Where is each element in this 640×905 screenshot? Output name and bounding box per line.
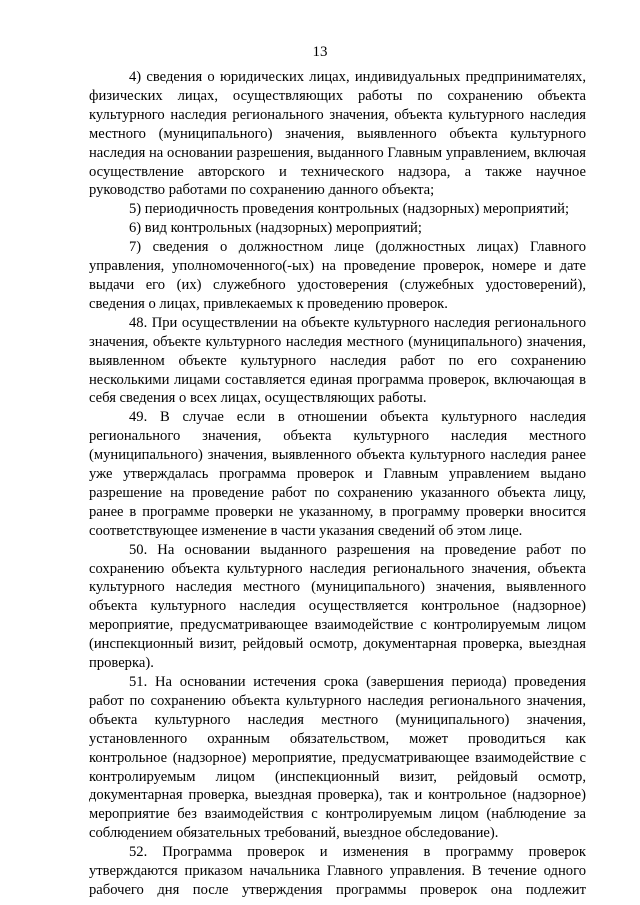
- paragraph-item-5: 5) периодичность проведения контрольных (надзорных) мероприятий;: [129, 201, 569, 218]
- paragraph-48: 48. При осуществлении на объекте культурного наследия регионального значения, объекте культурного наследия местного (муниципального) значения, выявленном объекте культурного наследия работ по его сохранению несколькими лицами составляется единая программа проверок, включающая в себя сведения о всех лицах, осуществляющих работы.: [89, 314, 586, 407]
- paragraph-51: 51. На основании истечения срока (завершения периода) проведения работ по сохранению объекта культурного наследия регионального значения, объекта культурного наследия местного (муниципального) значения, установленного охранным обязательством, может проводиться как контрольное (надзорное) мероприятие, предусматривающее взаимодействие с контролируемым лицом (инспекционный визит, рейдовый осмотр, документарная проверка, выездная проверка), так и контрольное (надзорное) мероприятие без взаимодействия с контролируемым лицом (наблюдение за соблюдением обязательных требований, выездное обследование).: [89, 674, 586, 842]
- page-number: 13: [312, 44, 328, 60]
- paragraph-item-6: 6) вид контрольных (надзорных) мероприятий;: [129, 220, 422, 237]
- paragraph-50: 50. На основании выданного разрешения на проведение работ по сохранению объекта культурного наследия регионального значения, объекта культурного наследия местного (муниципального) значения, выявленного объекта культурного наследия осуществляется контрольное (надзорное) мероприятие, предусматривающее взаимодействие с контролируемым лицом (инспекционный визит, рейдовый осмотр, документарная проверка, выездная проверка).: [89, 541, 586, 672]
- paragraph-item-4: 4) сведения о юридических лицах, индивидуальных предпринимателях, физических лицах, осуществляющих работы по сохранению объекта культурного наследия регионального значения, объекта культурного наследия местного (муниципального) значения, выявленного объекта культурного наследия на основании разрешения, выданного Главным управлением, включая осуществление авторского и технического надзора, а также научное руководство работами по сохранению данного объекта;: [89, 69, 586, 199]
- paragraph-52: 52. Программа проверок и изменения в программу проверок утверждаются приказом начальника Главного управления. В течение одного рабочего дня после утверждения программы проверок она подлежит: [89, 844, 586, 898]
- document-body: [89, 68, 586, 900]
- paragraph-item-7: 7) сведения о должностном лице (должностных лицах) Главного управления, уполномоченного(-ых) на проведение проверок, номере и дате выдачи его (их) служебного удостоверения (служебных удостоверений), сведения о лицах, привлекаемых к проведению проверок.: [89, 239, 586, 312]
- paragraph-49: 49. В случае если в отношении объекта культурного наследия регионального значения, объекта культурного наследия местного (муниципального) значения, выявленного объекта культурного наследия ранее уже утверждалась программа проверок и Главным управлением выдано разрешение на проведение работ по сохранению указанного объекта лицу, ранее в программе проверки не указанному, в программу проверки вносится соответствующее изменение в части указания сведений об этом лице.: [89, 409, 586, 539]
